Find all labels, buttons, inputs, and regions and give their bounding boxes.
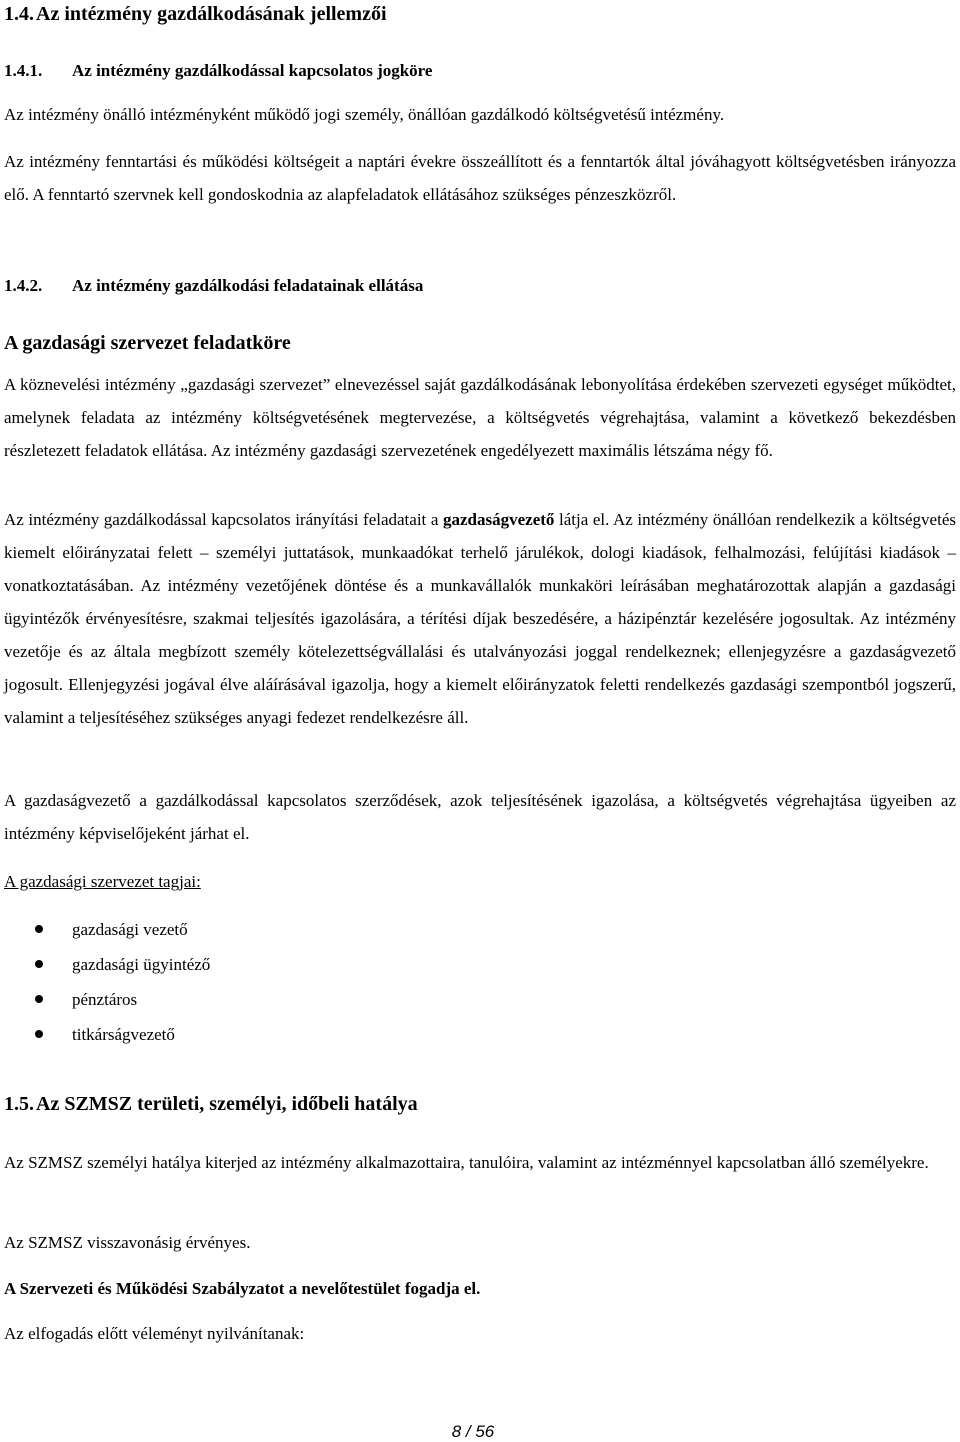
paragraph-contracts: A gazdaságvezető a gazdálkodással kapcsolatos szerződések, azok teljesítésének igazolása, a költségvetés végrehajtása ügyeiben az intézmény képviselőjeként járhat el. [4, 791, 956, 843]
members-list [4, 912, 904, 1052]
section-heading-1-4-2 [4, 276, 956, 296]
subheading-economic-organization: A gazdasági szervezet feladatköre [4, 332, 291, 354]
list-item: pénztáros [4, 982, 904, 1017]
section-number: 1.4. [4, 3, 34, 25]
section-heading-1-4 [4, 3, 956, 26]
paragraph-opinion: Az elfogadás előtt véleményt nyilvánítanak: [4, 1324, 305, 1343]
section-title: Az SZMSZ területi, személyi, időbeli hatálya [36, 1093, 418, 1115]
section-number: 1.4.2. [4, 276, 43, 295]
section-heading-1-4-1 [4, 61, 956, 81]
paragraph-management: Az intézmény gazdálkodással kapcsolatos irányítási feladatait a gazdaságvezető látja el. Az intézmény önállóan rendelkezik a költségvetés kiemelt előirányzatai felett – személyi juttatások, munkaadókat terhelő járulékok, dologi kiadások, felhalmozási, felújítási kiadások – vonatkoztatásában. Az intézmény vezetőjének döntése és a munkavállalók munkaköri leírásában meghatározottak alapján a gazdasági ügyintézők érvényesítésre, szakmai teljesítés igazolására, a térítési díjak beszedésére, a házipénztár kezelésére jogosultak. Az intézmény vezetője és az általa megbízott személy kötelezettségvállalási és utalványozási joggal rendelkeznek; ellenjegyzésre a gazdaságvezető jogosult. Ellenjegyzési jogával élve aláírásával igazolja, hogy a kiemelt előirányzatok feletti rendelkezés gazdasági szempontból jogszerű, valamint a teljesítéséhez szükséges anyagi fedezet rendelkezésre áll. [4, 510, 956, 727]
bullet-icon [35, 960, 43, 968]
section-title: Az intézmény gazdálkodással kapcsolatos jogköre [72, 61, 433, 80]
list-item: titkárságvezető [4, 1017, 904, 1052]
paragraph-budget: Az intézmény fenntartási és működési költségeit a naptári évekre összeállított és a fenntartók által jóváhagyott költségvetésben irányozza elő. A fenntartó szervnek kell gondoskodnia az alapfeladatok ellátásához szükséges pénzeszközről. [4, 152, 956, 204]
paragraph-legal-status: Az intézmény önálló intézményként működő jogi személy, önállóan gazdálkodó költségvetésű intézmény. [4, 105, 725, 124]
paragraph-validity: Az SZMSZ visszavonásig érvényes. [4, 1233, 251, 1252]
section-number: 1.5. [4, 1093, 34, 1115]
section-number: 1.4.1. [4, 61, 43, 80]
bullet-icon [35, 925, 43, 933]
bold-term: gazdaságvezető [443, 510, 555, 529]
paragraph-adoption: A Szervezeti és Működési Szabályzatot a nevelőtestület fogadja el. [4, 1279, 481, 1298]
section-heading-1-5 [4, 1093, 956, 1116]
paragraph-economic-organization: A köznevelési intézmény „gazdasági szervezet” elnevezéssel saját gazdálkodásának lebonyolítása érdekében szervezeti egységet működtet, amelynek feladata az intézmény költségvetésének megtervezése, a költségvetés végrehajtása, valamint a következő bekezdésben részletezett feladatok ellátása. Az intézmény gazdasági szervezetének engedélyezett maximális létszáma négy fő. [4, 375, 956, 460]
paragraph-scope: Az SZMSZ személyi hatálya kiterjed az intézmény alkalmazottaira, tanulóira, valamint az intézménnyel kapcsolatban álló személyekre. [4, 1153, 929, 1172]
bullet-icon [35, 995, 43, 1003]
page-number: 8 / 56 [451, 1422, 495, 1441]
members-title: A gazdasági szervezet tagjai: [4, 872, 201, 891]
bullet-icon [35, 1030, 43, 1038]
list-item: gazdasági ügyintéző [4, 947, 904, 982]
section-title: Az intézmény gazdálkodásának jellemzői [36, 3, 387, 25]
section-title: Az intézmény gazdálkodási feladatainak ellátása [72, 276, 424, 295]
list-item: gazdasági vezető [4, 912, 904, 947]
